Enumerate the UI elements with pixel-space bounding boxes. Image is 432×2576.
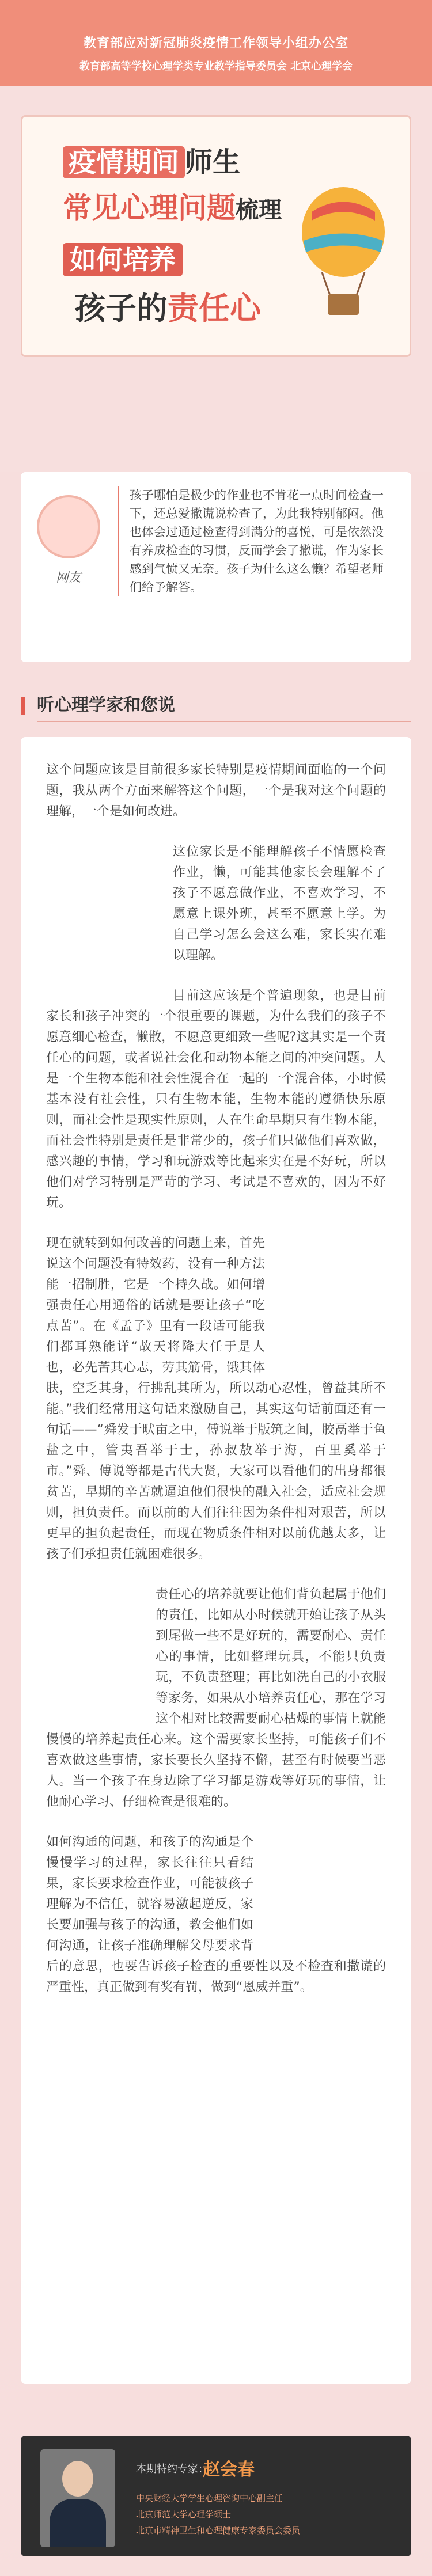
expert-title-2: 北京师范大学心理学硕士 <box>136 2509 232 2520</box>
title-part-2: 梳理 <box>236 197 282 223</box>
org-line-1: 教育部应对新冠肺炎疫情工作领导小组办公室 <box>83 36 348 51</box>
paragraph-6: 如何沟通的问题，和孩子的沟通是个慢慢学习的过程，家长往往只看结果，家长要求检查作业，可能被孩子理解为不信任，就容易激起逆反，家长要加强与孩子的沟通，教会他们如何沟通，让孩子准确理解父母要求背后的意思，也要告诉孩子检查的重要性以及不检查和撒谎的严重性，真正做到有奖有罚，做到“恩威并重”。 <box>46 1835 386 1994</box>
expert-photo <box>40 2449 115 2547</box>
title-red: 常见心理问题 <box>63 191 236 225</box>
header <box>0 0 432 472</box>
paragraph-1: 这个问题应该是目前很多家长特别是疫情期间面临的一个问题，我从两个方面来解答这个问题，一个是我对这个问题的理解，一个是如何改进。 <box>46 763 386 819</box>
paragraph-4: 现在就转到如何改善的问题上来，首先说这个问题没有特效药，没有一种方法能一招制胜，它是一个持久战。如何增强责任心用通俗的话就是要让孩子“吃点苦”。在《孟子》里有一段话可能我们都耳熟能详“故天将降大任于是人也，必先苦其心志，劳其筋骨，饿其体肤，空乏其身，行拂乱其所为，所以动心忍性，曾益其所不能。”我们经常用这句话来激励自己，其实这句话前面还有一句话——“舜发于畎亩之中，傅说举于版筑之间，胶鬲举于鱼盐之中，管夷吾举于士，孙叔敖举于海，百里奚举于市。”舜、傅说等都是古代大贤，大家可以看他们的出身都很贫苦，早期的辛苦就逼迫他们很快的融入社会，适应社会规则，担负责任。而以前的人们往往因为条件相对艰苦，所以更早的担负起责任，而现在物质条件相对以前优越太多，让孩子们承担责任就困难很多。 <box>46 1236 386 1561</box>
avatar <box>37 495 100 558</box>
expert-name: 赵会春 <box>203 2460 255 2480</box>
expert-label: 本期特约专家： <box>136 2463 209 2475</box>
netizen-avatar-box <box>31 495 106 586</box>
subtitle-part-1: 孩子的 <box>74 290 168 326</box>
title-row-2 <box>63 185 282 226</box>
paragraph-2: 这位家长是不能理解孩子不情愿检查作业，懒，可能其他家长会理解不了孩子不愿意做作业，不喜欢学习，不愿意上课外班，甚至不愿意上学。为自己学习怎么会这么难，家长实在难以理解。 <box>173 845 386 963</box>
paragraph-3: 目前这应该是个普遍现象，也是目前家长和孩子冲突的一个很重要的课题，为什么我们的孩子不愿意细心检查，懒散，不愿意更细致一些呢?这其实是一个责任心的问题，或者说社会化和动物本能之间的冲突问题。人是一个生物本能和社会性混合在一起的一个混合体，小时候基本没有社会性，只有生物本能，生物本能的遵循快乐原则，而社会性是现实性原则，人在生命早期只有生物本能，而社会性特别是责任是非常少的，孩子们只做他们喜欢做，感兴趣的事情，学习和玩游戏等比起来实在是不好玩，所以他们对学习特别是严苛的学习、考试是不喜欢的，因为不好玩。 <box>46 989 386 1210</box>
subtitle-banner-text: 如何培养 <box>63 243 183 276</box>
subtitle-red: 责任心 <box>168 290 261 326</box>
expert-title-3: 北京市精神卫生和心理健康专家委员会委员 <box>136 2525 301 2536</box>
org-band <box>0 0 432 86</box>
org-line-2: 教育部高等学校心理学类专业教学指导委员会 北京心理学会 <box>79 60 353 73</box>
title-highlight: 疫情期间 <box>63 146 185 178</box>
illustration-spacer-2 <box>265 1233 386 1377</box>
question-text: 孩子哪怕是极少的作业也不肯花一点时间检查一下，还总爱撒谎说检查了，为此我特别郁闷。他也体会过通过检查得到满分的喜悦，可是依然没有养成检查的习惯，反而学会了撒谎，作为家长感到气愤又无奈。孩子为什么这么懒？希望老师们给予解答。 <box>118 486 394 596</box>
subtitle-banner <box>63 239 183 277</box>
netizen-label: 网友 <box>55 571 81 585</box>
expert-title-1: 中央财经大学学生心理咨询中心副主任 <box>136 2493 283 2503</box>
illustration-spacer-3 <box>46 1585 156 1728</box>
illustration-spacer-1 <box>46 842 173 991</box>
title-card <box>21 115 411 357</box>
illustration-spacer-4 <box>253 1832 386 1947</box>
subtitle-row <box>74 284 261 328</box>
answer-content <box>21 737 411 2384</box>
hot-air-balloon-icon <box>294 186 392 318</box>
question-card <box>21 472 411 662</box>
title-row-1 <box>63 140 240 180</box>
paragraph-5: 责任心的培养就要让他们背负起属于他们的责任，比如从小时候就开始让孩子从头到尾做一些不是好玩的，需要耐心、责任心的事情，比如整理玩具，不能只负责玩，不负责整理；再比如洗自己的小衣服等家务，如果从小培养责任心，那在学习这个相对比较需要耐心枯燥的事情上就能慢慢的培养起责任心来。这个需要家长坚持，可能孩子们不喜欢做这些事情，家长要长久坚持不懈，甚至有时候要当恶人。当一个孩子在身边除了学习都是游戏等好玩的事情，让他耐心学习、仔细检查是很难的。 <box>46 1587 386 1809</box>
section-title: 听心理学家和您说 <box>21 685 411 725</box>
title-part-1: 师生 <box>185 146 241 178</box>
expert-footer <box>21 2436 411 2556</box>
